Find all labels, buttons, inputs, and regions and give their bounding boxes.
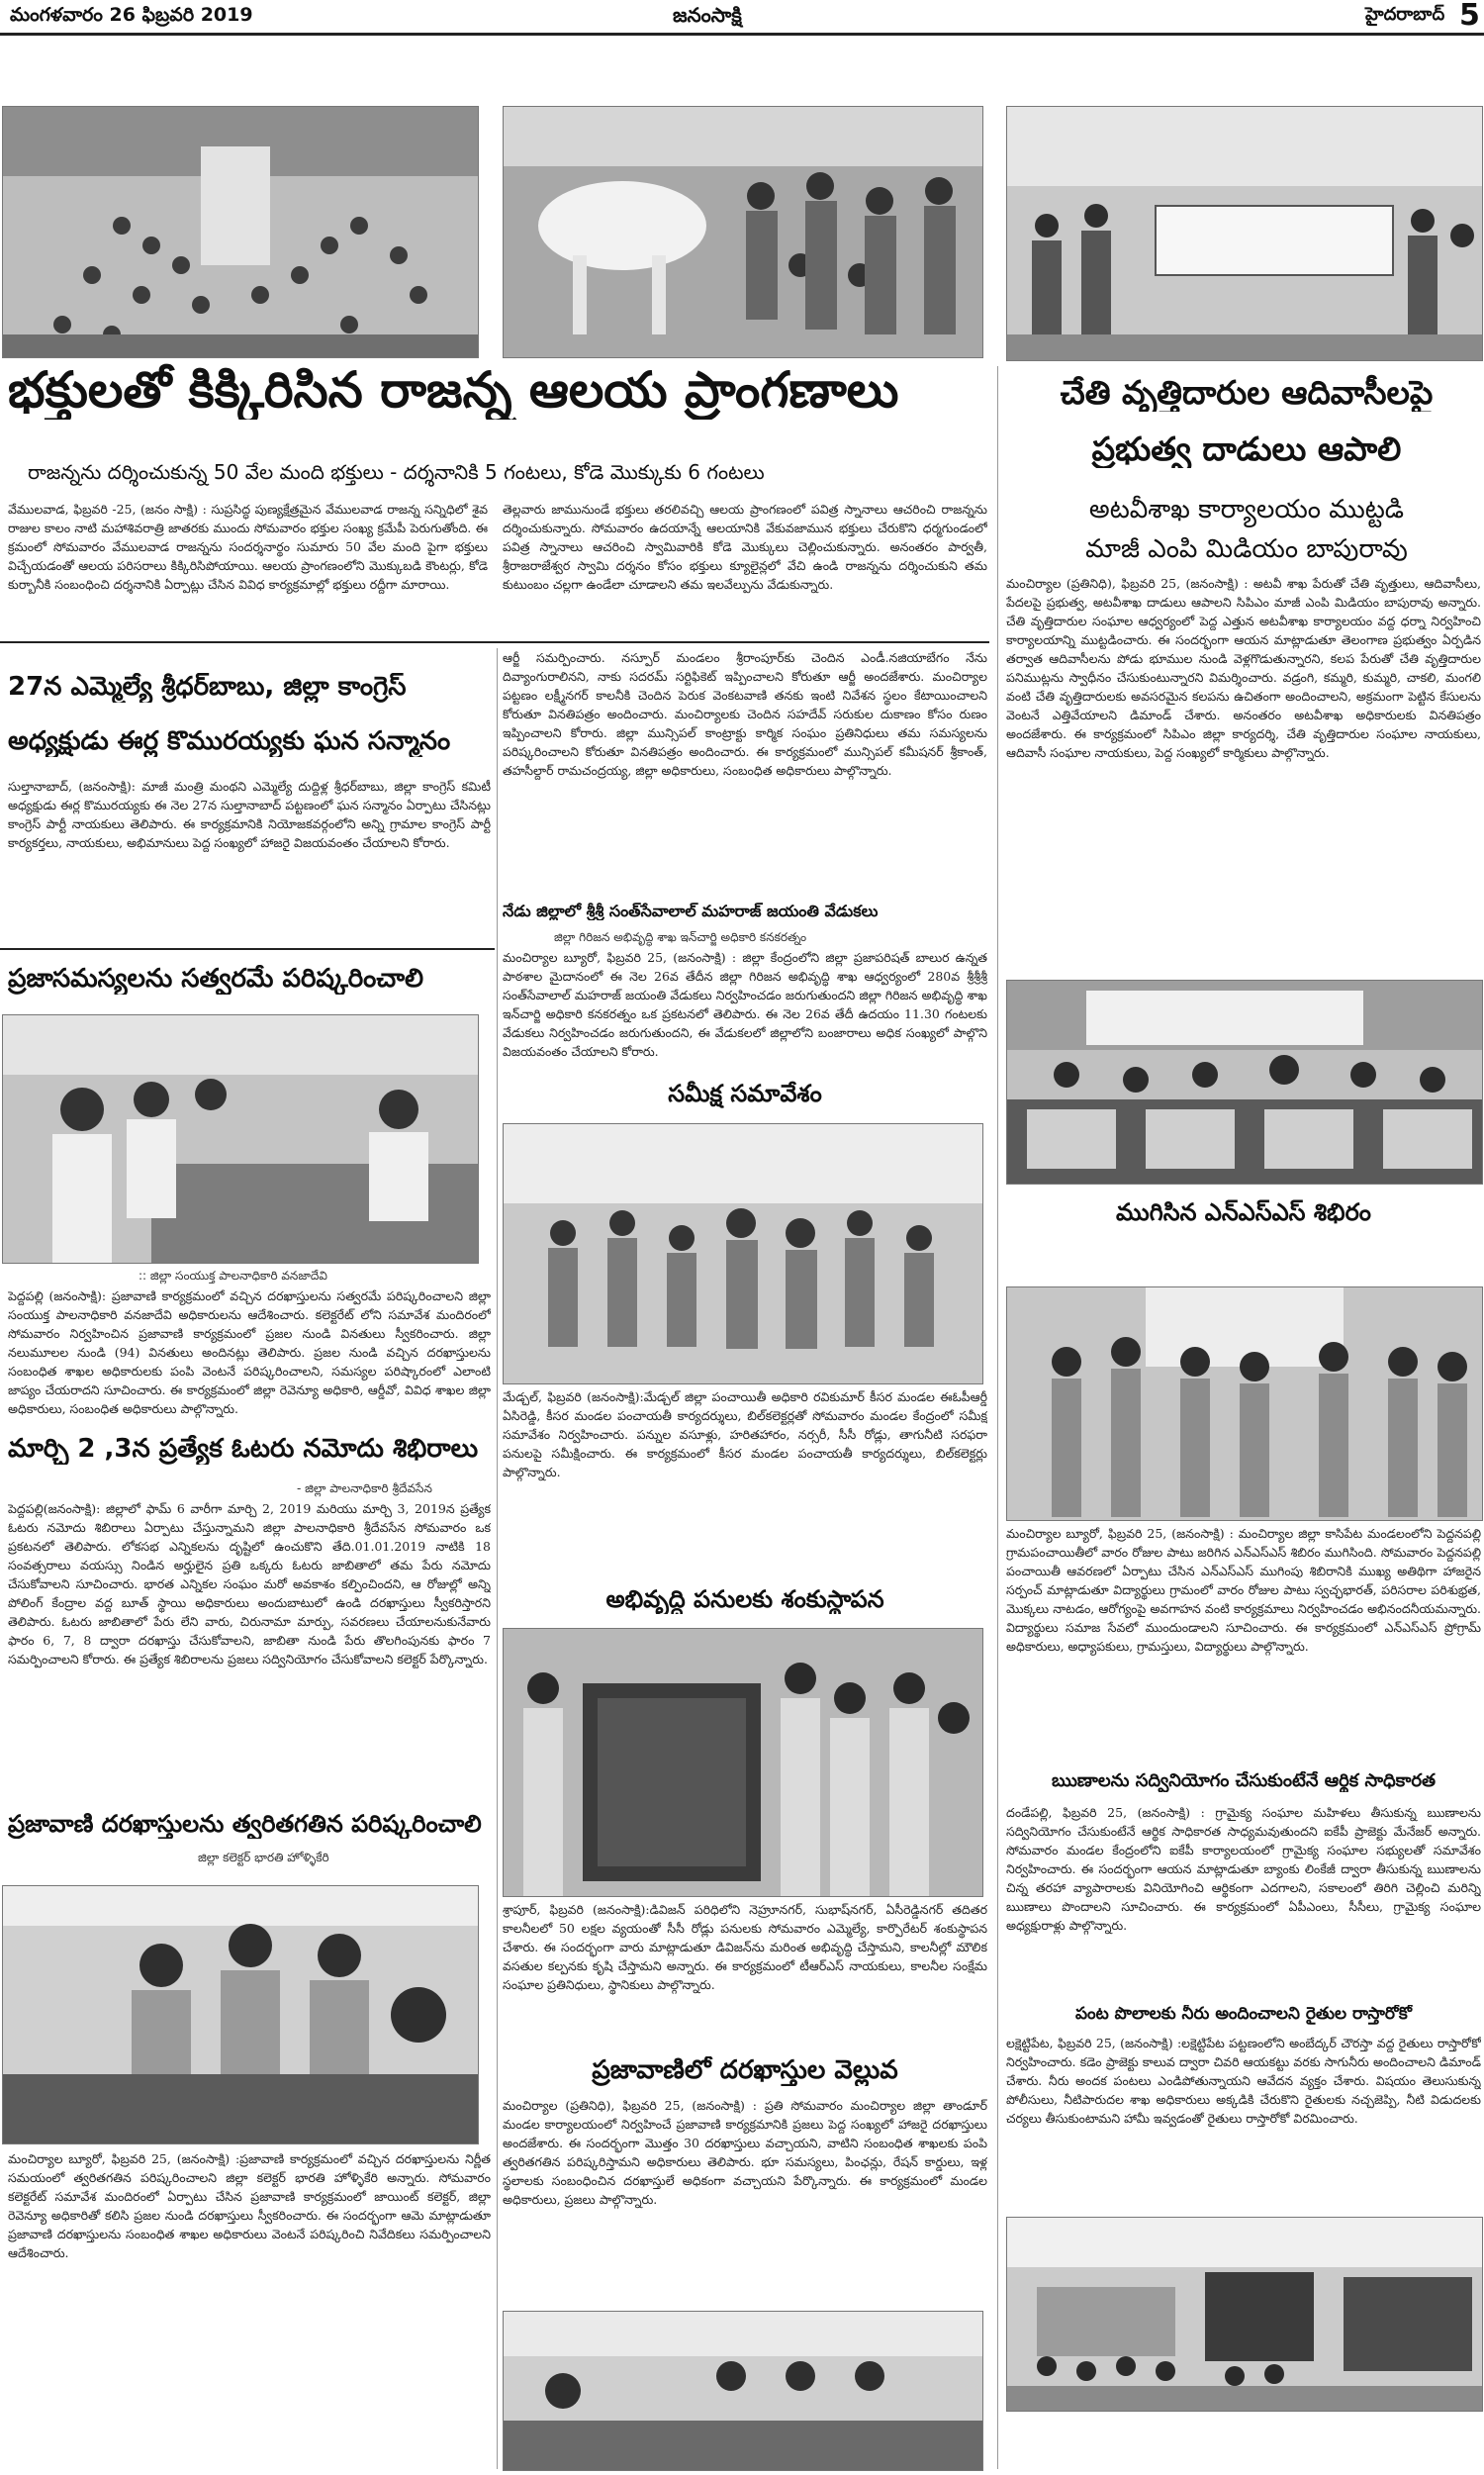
lead-body-col2: తెల్లవారు జామునుండే భక్తులు తరలివచ్చి ఆలయ ప్రాంగణంలో పవిత్ర స్నానాలు ఆచరించి రాజన్నను దర్శించుకున్నారు. సోమవారం ఉదయాన్నే ఆలయానికి వేకువజామున భక్తులు చేరుకొని ధర్మగుండంలో పవిత్ర స్నానాలు ఆచరించి స్వామివారికి కోడె మొక్కులు చెల్లించుకున్నారు. అనంతరం పార్వతీ, శ్రీరాజరాజేశ్వర స్వామి దర్శనం కోసం భక్తులు క్యూలైన్లలో వేచి ఉండి రాజన్నను దర్శించుకుని తమ కుటుంబం చల్లగా ఉండేలా చూడాలని తమ ఇలవేల్పును వేడుకున్నారు.	[503, 502, 987, 592]
lead-subhead: రాజన్నను దర్శించుకున్న 50 వేల మంది భక్తులు - దర్శనానికి 5 గంటలు, కోడె మొక్కుకు 6 గంటలు	[28, 460, 765, 484]
prajavani-mid-headline: ప్రజావాణిలో దరఖాస్తుల వెల్లువ	[592, 2056, 898, 2085]
prajavani-west-body: మంచిర్యాల బ్యూరో, ఫిబ్రవరి 25, (జనంసాక్షి) :ప్రజావాణి కార్యక్రమంలో వచ్చిన దరఖాస్తులను నిర్ణీత సమయంలో త్వరితగతిన పరిష్కరించాలని జిల్లా కలెక్టర్ భారతి హోళ్ళికేరి అన్నారు. సోమవారం కలెక్టరేట్ సమావేశ మందిరంలో ఏర్పాటు చేసిన ప్రజావాణి కార్యక్రమంలో జాయింట్ కలెక్టర్, జిల్లా రెవెన్యూ అధికారితో కలిసి ప్రజల నుండి దరఖాస్తులు స్వీకరించారు. ఈ సందర్భంగా ఆమె మాట్లాడుతూ ప్రజావాణి దరఖాస్తులను సంబంధిత శాఖల అధికారులు వెంటనే పరిష్కరించి నివేదికలు సమర్పించాలని ఆదేశించారు.	[8, 2151, 491, 2260]
sevalal-body: మంచిర్యాల బ్యూరో, ఫిబ్రవరి 25, (జనంసాక్షి) : జిల్లా కేంద్రంలోని జిల్లా ప్రజాపరిషత్ బాలుర ఉన్నత పాఠశాల మైదానంలో ఈ నెల 26వ తేదీన జిల్లా గిరిజన అభివృద్ధి శాఖ ఆధ్వర్యంలో 280వ శ్రీశ్రీశ్రీ సంత్‌సేవాలాల్ మహరాజ్ జయంతి వేడుకలు నిర్వహించడం జరుగుతుందని జిల్లా గిరిజన అభివృద్ధి శాఖ ఇన్‌చార్జి అధికారి కనకరత్నం ఒక ప్రకటనలో తెలిపారు. ఈ నెల 26వ తేదీ ఉదయం 11.30 గంటలకు వేడుకలు నిర్వహించడం జరుగుతుందని, ఈ వేడుకలలో జిల్లాలోని బంజారాలు అధిక సంఖ్యలో పాల్గొని విజయవంతం చేయాలని కోరారు.	[503, 950, 987, 1059]
voters-headline: మార్చి 2 ,3న ప్రత్యేక ఓటరు నమోదు శిభిరాలు	[8, 1435, 479, 1464]
right-headline-2: ప్రభుత్వ దాడులు ఆపాలి	[1091, 430, 1402, 468]
nss-body: మంచిర్యాల బ్యూరో, ఫిబ్రవరి 25, (జనంసాక్షి) : మంచిర్యాల జిల్లా కాసిపేట మండలంలోని పెద్దనపల్లి గ్రామపంచాయితీలో వారం రోజుల పాటు జరిగిన ఎన్ఎస్ఎస్ శిబిరం ముగిసింది. సోమవారం పెద్దనపల్లి పంచాయితీ ఆవరణలో ఏర్పాటు చేసిన ఎన్ఎస్ఎస్ ముగింపు శిబిరానికి ముఖ్య అతిథిగా హాజరైన సర్పంచ్ మాట్లాడుతూ విద్యార్థులు గ్రామంలో వారం రోజుల పాటు స్వచ్ఛభారత్, పరిసరాల పరిశుభ్రత, మొక్కలు నాటడం, ఆరోగ్యంపై అవగాహన వంటి కార్యక్రమాలు నిర్వహించడం అభినందనీయమన్నారు. విద్యార్థులు సమాజ సేవలో ముందుండాలని సూచించారు. ఈ కార్యక్రమంలో ఎన్ఎస్ఎస్ ప్రోగ్రామ్ అధికారులు, అధ్యాపకులు, గ్రామస్తులు, విద్యార్థులు పాల్గొన్నారు.	[1006, 1526, 1481, 1654]
prajavani-west-byline: జిల్లా కలెక్టర్ భారతి హోళ్ళికేరి	[198, 1851, 329, 1864]
cpi-stage-photo	[1006, 980, 1483, 1185]
sridhar-rule	[0, 948, 495, 950]
collector-office-photo	[2, 1885, 479, 2144]
sridhar-headline-2: అధ్యక్షుడు ఈర్ల కొమురయ్యకు ఘన సన్మానం	[8, 727, 451, 756]
city-name: హైదరాబాద్	[1365, 4, 1445, 25]
mid-top-body: ఆర్జీ సమర్పించారు. నస్పూర్ మండలం శ్రీరాంపూర్‌కు చెందిన ఎండీ.నజియాబేగం నేను దివ్యాంగురాలినని, నాకు సదరమ్ సర్టిఫికెట్ ఇప్పించాలని కోరుతూ ఆర్జీ అందజేశారు. మంచిర్యాల పట్టణం లక్ష్మీనగర్ కాలనీకి చెందిన పెరుక వెంకటవాణి తనకు ఇంటి నివేశన స్థలం కేటాయించాలని కోరుతూ వినతిపత్రం అందించారు. మంచిర్యాలకు చెందిన సహదేవ్ సరుకుల దుకాణం కోసం రుణం ఇప్పించాలని కోరారు. జిల్లా మున్సిపల్ కాంట్రాక్టు కార్మిక సంఘం ప్రతినిధులు తమ సమస్యలను పరిష్కరించాలని కోరుతూ వినతిపత్రం అందించారు. ఈ కార్యక్రమంలో మున్సిపల్ కమీషనర్ శ్రీకాంత్, తహసీల్దార్ రామచంద్రయ్య, జిల్లా అధికారులు, సంబంధిత అధికారులు పాల్గొన్నారు.	[503, 650, 987, 778]
nss-camp-photo	[1006, 1286, 1483, 1521]
loans-headline: ఋణాలను సద్వినియోగం చేసుకుంటేనే ఆర్థిక సాధికారత	[1051, 1771, 1437, 1791]
lead-headline: భక్తులతో కిక్కిరిసిన రాజన్న ఆలయ ప్రాంగణాలు	[8, 362, 899, 419]
prajavani-west-headline: ప్రజావాణి దరఖాస్తులను త్వరితగతిన పరిష్కరించాలి	[8, 1811, 482, 1838]
loans-body: దండేపల్లి, ఫిబ్రవరి 25, (జనంసాక్షి) : గ్రామైక్య సంఘాల మహిళలు తీసుకున్న ఋణాలను సద్వినియోగం చేసుకుంటేనే ఆర్థిక సాధికారత సాధ్యమవుతుందని ఐకేపీ ప్రాజెక్టు మేనేజర్ అన్నారు. సోమవారం మండల కేంద్రంలోని ఐకేపీ కార్యాలయంలో గ్రామైక్య సంఘాల సభ్యులతో సమావేశం నిర్వహించారు. ఈ సందర్భంగా ఆయన మాట్లాడుతూ బ్యాంకు లింకేజీ ద్వారా తీసుకున్న ఋణాలను చిన్న తరహా వ్యాపారాలకు వినియోగించి ఆర్థికంగా ఎదగాలని, సకాలంలో తిరిగి చెల్లించి మరిన్ని ఋణాలు పొందాలని సూచించారు. ఈ కార్యక్రమంలో ఏపీఎంలు, సీసీలు, గ్రామైక్య సంఘాల అధ్యక్షురాళ్లు పాల్గొన్నారు.	[1006, 1805, 1481, 1933]
issue-date: మంగళవారం 26 ఫిబ్రవరి 2019	[10, 4, 253, 26]
grievance-caption: :: జిల్లా సంయుక్త పాలనాధికారి వనజాదేవి	[139, 1269, 327, 1283]
nss-headline: ముగిసిన ఎన్ఎస్ఎస్ శిభిరం	[1116, 1199, 1371, 1226]
review-meeting-photo	[503, 1123, 983, 1384]
right-body: మంచిర్యాల (ప్రతినిధి), ఫిబ్రవరి 25, (జనంసాక్షి) : అటవీ శాఖ పేరుతో చేతి వృత్తులు, ఆదివాసీలు, పేదలపై ప్రభుత్వ, అటవీశాఖ దాడులు ఆపాలని సిపిఎం మాజీ ఎంపి మిడియం బాపురావు అన్నారు. చేతి వృత్తిదారుల సంఘాల ఆధ్వర్యంలో పెద్ద ఎత్తున అటవీశాఖ కార్యాలయం వద్ద ధర్నా నిర్వహించి కార్యాలయాన్ని ముట్టడించారు. ఈ సందర్భంగా ఆయన మాట్లాడుతూ తెలంగాణ ప్రభుత్వం ఏర్పడిన తర్వాత ఆదివాసీలను పోడు భూముల నుండి వెళ్లగొడుతున్నారని, కలప పేరుతో చేతి వృత్తిదారుల పనిముట్లను స్వాధీనం చేసుకుంటున్నారని విమర్శించారు. వడ్రంగి, కమ్మరి, కుమ్మరి, చాకలి, మంగలి వంటి చేతి వృత్తిదారులకు అవసరమైన కలపను ఉచితంగా అందించాలని, అక్రమంగా పెట్టిన కేసులను వెంటనే ఎత్తివేయాలని డిమాండ్ చేశారు. అనంతరం అటవీశాఖ అధికారులకు వినతిపత్రం అందజేశారు. ఈ కార్యక్రమంలో సిపిఎం జిల్లా కార్యదర్శి, చేతి వృత్తిదారుల సంఘాల నాయకులు, ఆదివాసీ సంఘాల నాయకులు, పెద్ద సంఖ్యలో కార్మికులు పాల్గొన్నారు.	[1006, 576, 1481, 760]
right-subhead-2: మాజీ ఎంపి మిడియం బాపురావు	[1085, 534, 1408, 564]
temple-queue-photo	[2, 106, 479, 358]
grievance-meeting-photo	[2, 1014, 479, 1264]
column-separator-right	[997, 366, 998, 2469]
foundation-stone-photo	[503, 1628, 983, 1897]
foundation-body: శ్రాపూర్, ఫిబ్రవరి (జనంసాక్షి):డివిజన్ పరిధిలోని నెహ్రూనగర్, సుభాష్‌నగర్, ఏసీరెడ్డినగర్ తదితర కాలనీలలో 50 లక్షల వ్యయంతో సీసీ రోడ్లు పనులకు సోమవారం ఎమ్మెల్యే, కార్పొరేటర్ శంకుస్థాపన చేశారు. ఈ సందర్భంగా వారు మాట్లాడుతూ డివిజన్‌ను మరింత అభివృద్ధి చేస్తామని, కాలనీల్లో మౌలిక వసతుల కల్పనకు కృషి చేస్తామని అన్నారు. ఈ కార్యక్రమంలో టీఆర్‌ఎస్ నాయకులు, కాలనీల సంక్షేమ సంఘాల ప్రతినిధులు, స్థానికులు పాల్గొన్నారు.	[503, 1902, 987, 1992]
voters-byline: - జిల్లా పాలనాధికారి శ్రీదేవసేన	[297, 1481, 432, 1495]
voters-body: పెద్దపల్లి(జనంసాక్షి): జిల్లాలో ఫామ్ 6 వారీగా మార్చి 2, 2019 మరియు మార్చి 3, 2019న ప్రత్యేక ఓటరు నమోదు శిబిరాలు ఏర్పాటు చేస్తున్నామని జిల్లా పాలనాధికారి శ్రీదేవసేన సోమవారం ఒక ప్రకటనలో తెలిపారు. లోకసభ ఎన్నికలను దృష్టిలో ఉంచుకొని తేది.01.01.2019 నాటికి 18 సంవత్సరాలు వయస్సు నిండిన అర్హులైన ప్రతి ఒక్కరు ఓటరు జాబితాలో తమ పేరు నమోదు చేసుకోవాలని సూచించారు. భారత ఎన్నికల సంఘం మరో అవకాశం కల్పించిందని, ఆ రోజుల్లో అన్ని పోలింగ్ కేంద్రాల వద్ద బూత్ స్థాయి అధికారులు అందుబాటులో ఉండి దరఖాస్తులు స్వీకరిస్తారని తెలిపారు. ఓటరు జాబితాలో పేరు లేని వారు, చిరునామా మార్పు, సవరణలు చేయాలనుకునేవారు ఫారం 6, 7, 8 ద్వారా దరఖాస్తు చేసుకోవాలని, జాబితా నుండి పేరు తొలగింపునకు ఫారం 7 సమర్పించాలని కోరారు. ఈ ప్రత్యేక శిబిరాలను ప్రజలు సద్వినియోగం చేసుకోవాలని కలెక్టర్ పేర్కొన్నారు.	[8, 1501, 491, 1666]
masthead-rule	[0, 33, 1484, 36]
page-number: 5	[1459, 0, 1480, 33]
sridhar-headline-1: 27న ఎమ్మెల్యే శ్రీధర్‌బాబు, జిల్లా కాంగ్రెస్	[8, 673, 407, 702]
lead-body-col1: వేములవాడ, ఫిబ్రవరి -25, (జనం సాక్షి) : సుప్రసిద్ధ పుణ్యక్షేత్రమైన వేములవాడ రాజన్న సన్నిధిలో శైవ రాజుల కాలం నాటి మహాశివరాత్రి జాతరకు ముందు సోమవారం భక్తుల సంఖ్య క్రమేపీ పెరుగుతోంది. ఈ క్రమంలో సోమవారం వేములవాడ రాజన్నను సందర్శనార్థం సుమారు 50 వేల మంది పైగా భక్తులు విచ్చేయడంతో ఆలయ పరిసరాలు కిక్కిరిసిపోయాయి. ఆలయ ప్రాంగణంలోని మొక్కుబడి కౌంటర్లు, కోడె కుర్బానీకి సంబంధించి దర్శనానికి ఏర్పాట్లు చేసిన వివిధ కార్యక్రమాల్లో భక్తులు రద్దీగా మారాయి.	[8, 502, 488, 592]
column-separator-left	[497, 648, 498, 2469]
sridhar-body: సుల్తానాబాద్, (జనంసాక్షి): మాజీ మంత్రి మంథని ఎమ్మెల్యే దుద్దిళ్ల శ్రీధర్‌బాబు, జిల్లా కాంగ్రెస్ కమిటీ అధ్యక్షుడు ఈర్ల కొమురయ్యకు ఈ నెల 27న సుల్తానాబాద్ పట్టణంలో ఘన సన్మానం ఏర్పాటు చేసినట్లు కాంగ్రెస్ పార్టీ నాయకులు తెలిపారు. ఈ కార్యక్రమానికి నియోజకవర్గంలోని అన్ని గ్రామాల కాంగ్రెస్ పార్టీ కార్యకర్తలు, నాయకులు, అభిమానులు పెద్ద సంఖ్యలో హాజరై విజయవంతం చేయాలని కోరారు.	[8, 779, 491, 850]
temple-cow-photo	[503, 106, 983, 358]
review-body: మేడ్చల్, ఫిబ్రవరి (జనంసాక్షి):మేడ్చల్ జిల్లా పంచాయితీ అధికారి రవికుమార్ కీసర మండల ఈఓపీఆర్డీ ఏసిరెడ్డి, కీసర మండల పంచాయతీ కార్యదర్శులు, బిల్‌కలెక్టర్లతో సోమవారం మండల కేంద్రంలో సమీక్ష సమావేశం నిర్వహించారు. పన్నుల వసూళ్లు, హరితహారం, నర్సరీ, సీసీ రోడ్లు, తాగునీటి సరఫరా పనులపై సమీక్షించారు. ఈ కార్యక్రమంలో కీసర మండల పంచాయతీ కార్యదర్శులు, బిల్‌కలెక్టర్లు పాల్గొన్నారు.	[503, 1389, 987, 1479]
sevalal-headline: నేడు జిల్లాలో శ్రీశ్రీ సంత్‌సేవాలాల్ మహరాజ్ జయంతి వేడుకలు	[503, 903, 879, 920]
farmers-headline: పంట పొలాలకు నీరు అందించాలని రైతుల రాస్తారోకో	[1074, 2005, 1413, 2024]
right-headline-1: చేతి వృత్తిదారుల ఆదివాసీలపై	[1060, 374, 1434, 412]
lead-rule	[0, 641, 989, 643]
review-headline: సమీక్ష సమావేశం	[668, 1081, 822, 1107]
bus-protest-photo	[1006, 2217, 1483, 2412]
paper-name: జనంసాక్షి	[673, 3, 742, 27]
prajavani-desk-photo	[503, 2311, 983, 2471]
rally-photo	[1006, 106, 1483, 361]
right-subhead-1: అటవీశాఖ కార్యాలయం ముట్టడి	[1088, 495, 1405, 524]
prajavani-mid-body: మంచిర్యాల (ప్రతినిధి), ఫిబ్రవరి 25, (జనంసాక్షి) : ప్రతి సోమవారం మంచిర్యాల జిల్లా తాండూర్ మండల కార్యాలయంలో నిర్వహించే ప్రజావాణి కార్యక్రమానికి ప్రజలు పెద్ద సంఖ్యలో హాజరై దరఖాస్తులు అందజేశారు. ఈ సందర్భంగా మొత్తం 30 దరఖాస్తులు వచ్చాయని, వాటిని సంబంధిత శాఖలకు పంపి త్వరితగతిన పరిష్కరిస్తామని అధికారులు తెలిపారు. భూ సమస్యలు, పింఛన్లు, రేషన్ కార్డులు, ఇళ్ల స్థలాలకు సంబంధించిన దరఖాస్తులే అధికంగా వచ్చాయని పేర్కొన్నారు. ఈ కార్యక్రమంలో మండల అధికారులు, ప్రజలు పాల్గొన్నారు.	[503, 2098, 987, 2207]
grievance-headline: ప్రజాసమస్యలను సత్వరమే పరిష్కరించాలి	[8, 965, 424, 994]
sevalal-byline: జిల్లా గిరిజన అభివృద్ధి శాఖ ఇన్‌చార్జి అధికారి కనకరత్నం	[554, 930, 807, 944]
grievance-body: పెద్దపల్లి (జనంసాక్షి): ప్రజావాణి కార్యక్రమంలో వచ్చిన దరఖాస్తులను సత్వరమే పరిష్కరించాలని జిల్లా సంయుక్త పాలనాధికారి వనజాదేవి అధికారులను ఆదేశించారు. కలెక్టరేట్ లోని సమావేశ మందిరంలో సోమవారం నిర్వహించిన ప్రజావాణి కార్యక్రమంలో ప్రజల నుండి వినతులు స్వీకరించారు. జిల్లా నలుమూలల నుండి (94) వినతులు అందినట్లు తెలిపారు. ప్రజల నుండి వచ్చిన దరఖాస్తులను సంబంధిత శాఖల అధికారులకు పంపి వెంటనే పరిష్కరించాలని, సమస్యల పరిష్కారంలో ఎలాంటి జాప్యం చేయరాదని సూచించారు. ఈ కార్యక్రమంలో జిల్లా రెవెన్యూ అధికారి, ఆర్డీవో, వివిధ శాఖల జిల్లా అధికారులు, సంబంధిత అధికారులు పాల్గొన్నారు.	[8, 1288, 491, 1416]
farmers-body: లక్షెట్టిపేట, ఫిబ్రవరి 25, (జనంసాక్షి) :లక్షెట్టిపేట పట్టణంలోని అంబేద్కర్ చౌరస్తా వద్ద రైతులు రాస్తారోకో నిర్వహించారు. కడెం ప్రాజెక్టు కాలువ ద్వారా చివరి ఆయకట్టు వరకు సాగునీరు అందించాలని డిమాండ్ చేశారు. నీరు అందక పంటలు ఎండిపోతున్నాయని ఆవేదన వ్యక్తం చేశారు. విషయం తెలుసుకున్న పోలీసులు, నీటిపారుదల శాఖ అధికారులు అక్కడికి చేరుకొని రైతులకు నచ్చజెప్పి, నీటి విడుదలకు చర్యలు తీసుకుంటామని హామీ ఇవ్వడంతో రైతులు రాస్తారోకో విరమించారు.	[1006, 2036, 1481, 2126]
foundation-headline: అభివృద్ధి పనులకు శంకుస్థాపన	[605, 1586, 884, 1613]
